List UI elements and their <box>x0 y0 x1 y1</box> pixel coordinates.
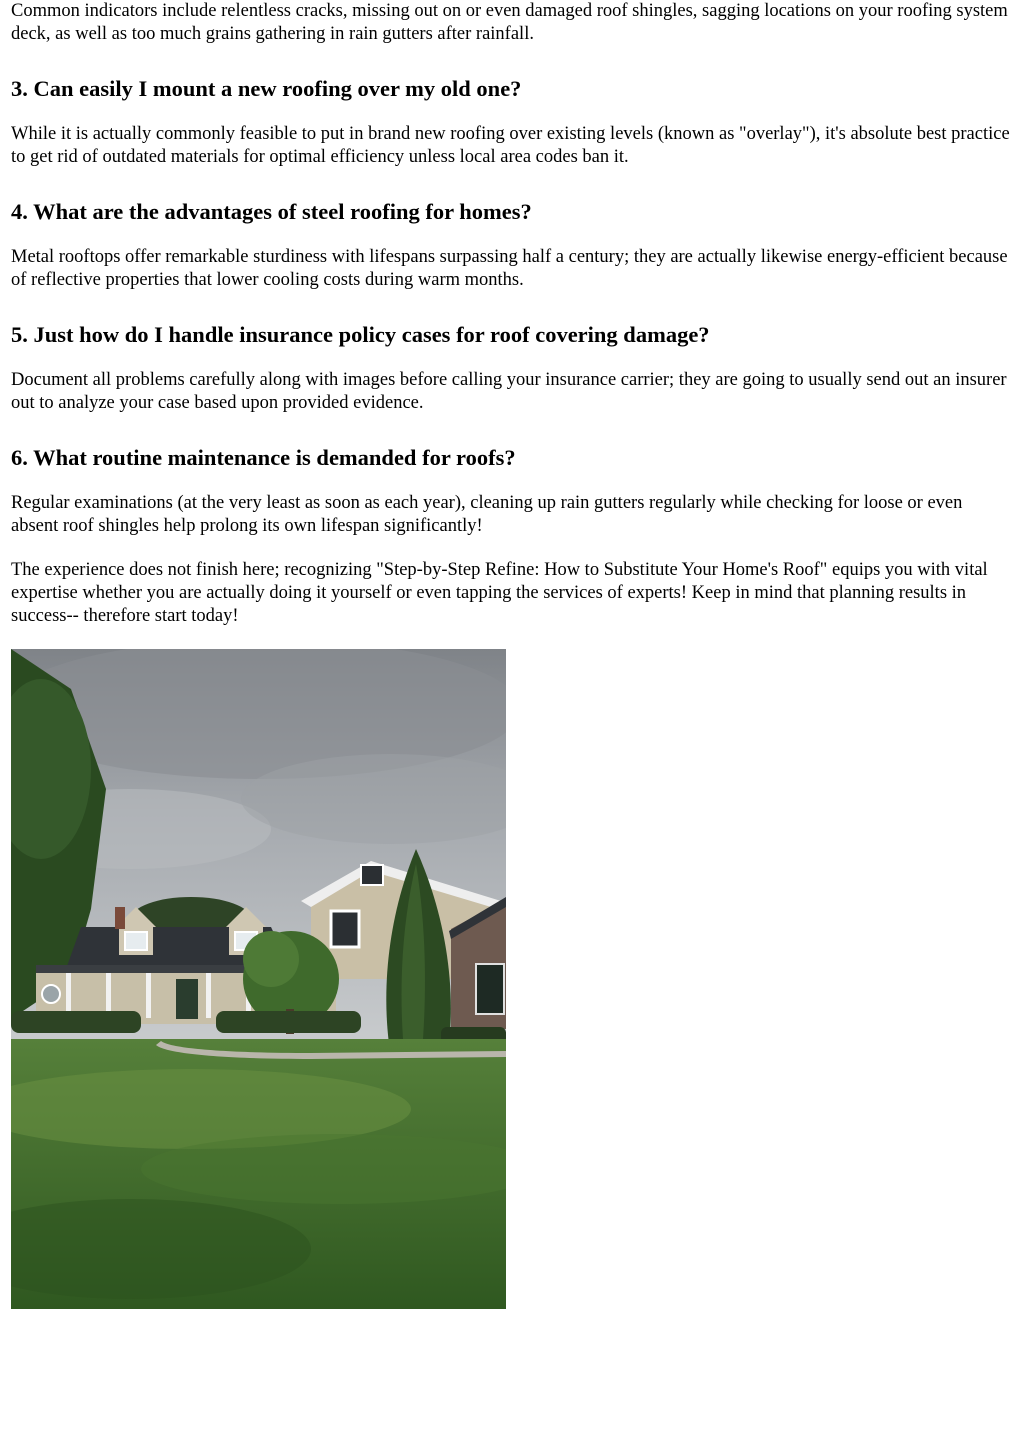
faq-question-5: 5. Just how do I handle insurance policy cases for roof covering damage? <box>11 322 710 347</box>
house-photo-illustration <box>11 649 506 1309</box>
faq-answer-3: While it is actually commonly feasible to put in brand new roofing over existing levels (known as "overlay"), it's absolute best practice to get rid of outdated materials for optimal efficiency unless local area codes ban it. <box>11 124 1010 167</box>
faq-question-6: 6. What routine maintenance is demanded for roofs? <box>11 445 516 470</box>
intro-paragraph: Common indicators include relentless cracks, missing out on or even damaged roof shingles, sagging locations on your roofing system deck, as well as too much grains gathering in rain gutters after rainfall. <box>11 1 1008 44</box>
faq-answer-5: Document all problems carefully along with images before calling your insurance carrier; they are going to usually send out an insurer out to analyze your case based upon provided evidence. <box>11 370 1007 413</box>
faq-answer-4: Metal rooftops offer remarkable sturdiness with lifespans surpassing half a century; they are actually likewise energy-efficient because of reflective properties that lower cooling costs during warm months. <box>11 247 1008 290</box>
faq-question-3: 3. Can easily I mount a new roofing over my old one? <box>11 76 522 101</box>
faq-answer-6: Regular examinations (at the very least as soon as each year), cleaning up rain gutters regularly while checking for loose or even absent roof shingles help prolong its own lifespan significantly! <box>11 493 963 536</box>
closing-paragraph: The experience does not finish here; recognizing "Step-by-Step Refine: How to Substitute Your Home's Roof" equips you with vital expertise whether you are actually doing it yourself or even tapping the services of experts! Keep in mind that planning results in success-- therefore start today! <box>11 560 988 626</box>
house-photo <box>11 649 506 1309</box>
faq-question-4: 4. What are the advantages of steel roofing for homes? <box>11 199 532 224</box>
